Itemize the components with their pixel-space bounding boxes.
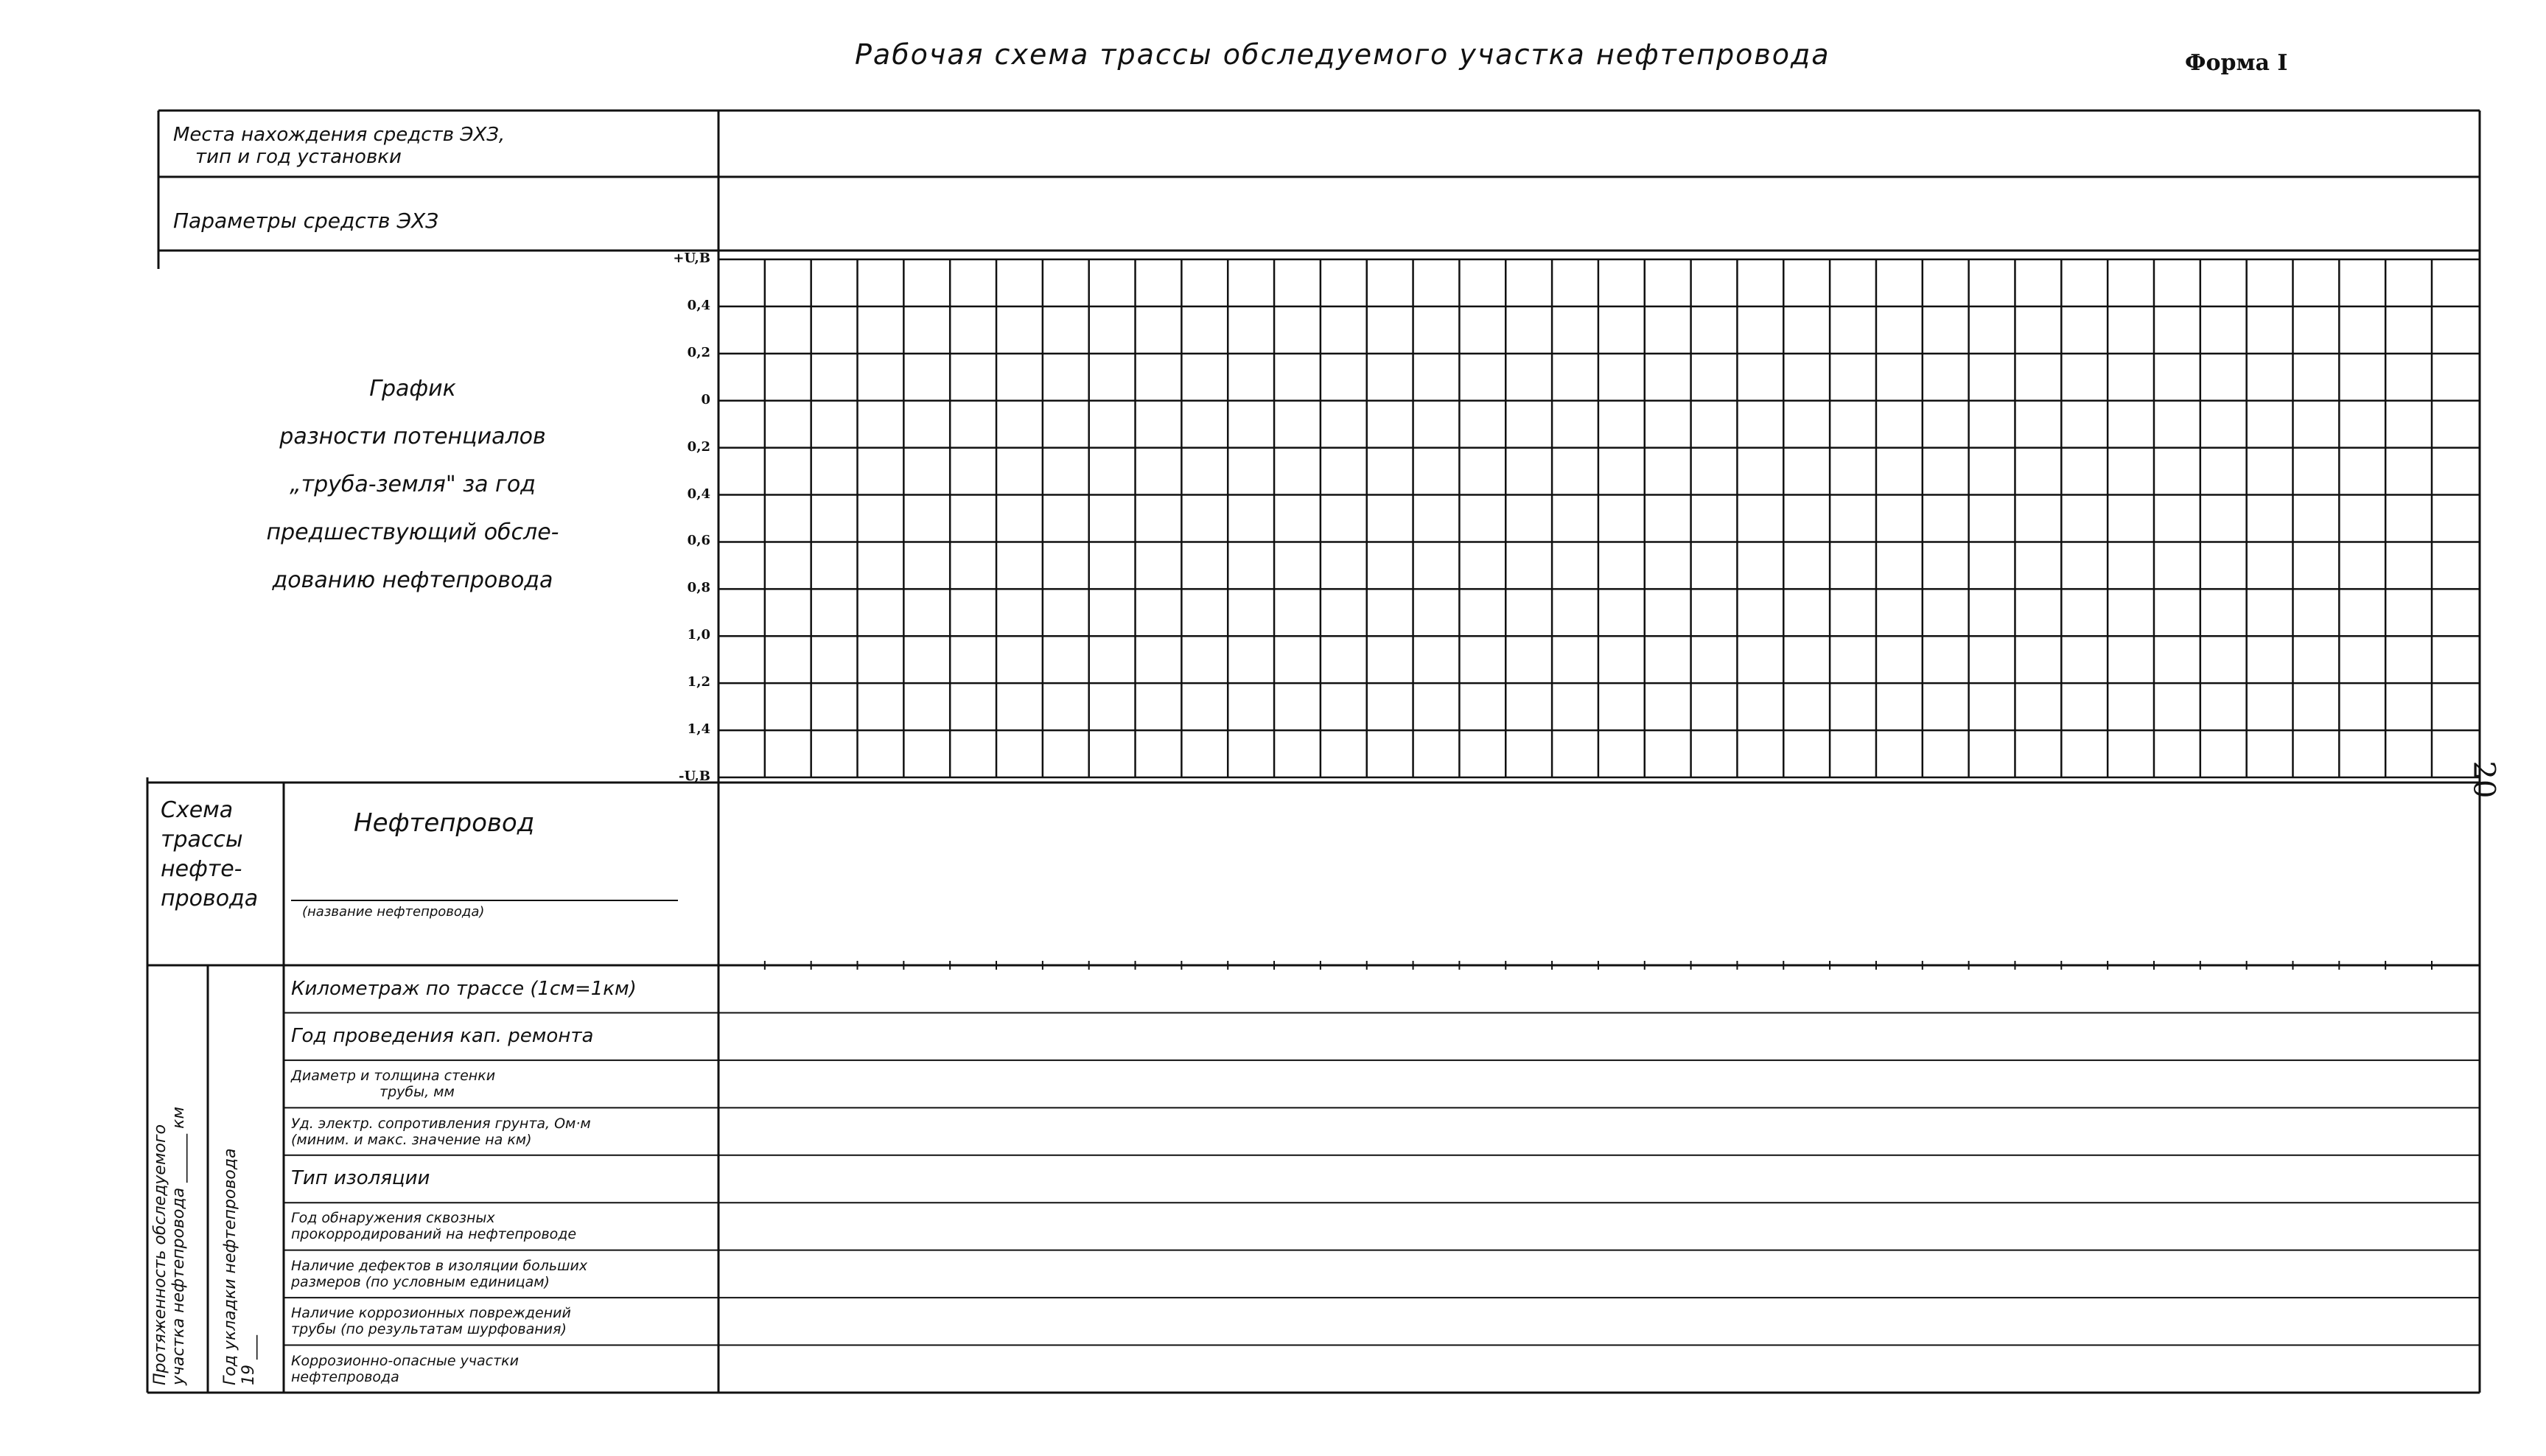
row-label-line: Уд. электр. сопротивления грунта, Ом·м — [291, 1115, 591, 1132]
row-label — [291, 968, 715, 1009]
row-label-line: Коррозионно-опасные участки — [291, 1352, 520, 1369]
chart-caption-line: „труба-земля" за год — [290, 472, 536, 497]
chart-caption-line: График — [369, 376, 456, 402]
ecp-locations-field[interactable] — [722, 118, 2476, 173]
row-label — [291, 1253, 715, 1295]
row-label-line: Год проведения кап. ремонта — [291, 1025, 594, 1048]
y-tick-label: 0,6 — [687, 533, 710, 549]
y-tick-label: +U,B — [673, 251, 710, 266]
row-data-field[interactable] — [722, 1300, 2476, 1343]
chart-caption-line: дованию нефтепровода — [272, 567, 553, 593]
row-label-line: размеров (по условным единицам) — [291, 1273, 550, 1290]
ecp-locations-label: Места нахождения средств ЭХЗ, тип и год установки — [173, 124, 506, 168]
y-tick-label: 0,4 — [687, 297, 710, 313]
row-label — [291, 1015, 715, 1057]
laying-year-label: Год укладки нефтепровода 19 ___ — [221, 1148, 258, 1385]
pipeline-name-hint: (название нефтепровода) — [302, 904, 485, 920]
row-data-field[interactable] — [722, 1348, 2476, 1390]
ecp-parameters-label: Параметры средств ЭХЗ — [173, 209, 439, 233]
row-label-line: нефтепровода — [291, 1368, 399, 1385]
y-tick-label: 1,0 — [687, 627, 710, 643]
row-label-line: трубы, мм — [380, 1084, 455, 1101]
row-data-field[interactable] — [722, 1158, 2476, 1200]
row-data-field[interactable] — [722, 1063, 2476, 1105]
y-tick-label: 1,4 — [687, 721, 710, 738]
row-data-field[interactable] — [722, 967, 2476, 1010]
row-data-field[interactable] — [722, 1110, 2476, 1152]
y-tick-label: 1,2 — [687, 674, 710, 690]
y-tick-label: 0,8 — [687, 580, 710, 596]
pipeline-label: Нефтепровод — [354, 808, 535, 838]
row-label-line: Наличие коррозионных повреждений — [291, 1305, 571, 1322]
row-label — [291, 1348, 715, 1390]
row-data-field[interactable] — [722, 1015, 2476, 1057]
row-label-line: Год обнаружения сквозных — [291, 1210, 495, 1227]
page-number: 20 — [2466, 760, 2501, 799]
row-label — [291, 1110, 715, 1152]
row-label-line: Тип изоляции — [291, 1167, 430, 1190]
row-label — [291, 1205, 715, 1247]
y-tick-label: 0 — [701, 391, 710, 407]
page-title: Рабочая схема трассы обследуемого участка нефтепровода — [855, 38, 1830, 71]
survey-length-label: Протяженность обследуемого участка нефтепровода ______ км — [151, 1106, 188, 1385]
row-label-line: (миним. и макс. значение на км) — [291, 1131, 532, 1148]
ecp-parameters-field[interactable] — [722, 184, 2476, 247]
pipeline-scheme-field[interactable] — [722, 788, 2476, 958]
row-label-line: трубы (по результатам шурфования) — [291, 1321, 567, 1338]
scheme-label: Схема трассы нефте- провода — [161, 797, 259, 911]
y-tick-label: 0,4 — [687, 486, 710, 502]
chart-caption-line: предшествующий обсле- — [266, 519, 559, 545]
row-label-line: Наличие дефектов в изоляции больших — [291, 1257, 588, 1274]
y-tick-label: 0,2 — [687, 344, 710, 360]
row-label-line: Диаметр и толщина стенки — [291, 1068, 496, 1085]
row-label — [291, 1301, 715, 1342]
form-number-label: Форма I — [2185, 50, 2288, 76]
row-label-line: Километраж по трассе (1см=1км) — [291, 977, 637, 1000]
y-tick-label: 0,2 — [687, 438, 710, 455]
row-data-field[interactable] — [722, 1205, 2476, 1247]
chart-caption — [236, 365, 590, 604]
y-tick-label: -U,B — [679, 769, 710, 784]
row-label-line: прокорродирований на нефтепроводе — [291, 1226, 577, 1243]
chart-caption-line: разности потенциалов — [279, 424, 546, 449]
row-label — [291, 1158, 715, 1200]
row-data-field[interactable] — [722, 1253, 2476, 1295]
row-label — [291, 1063, 715, 1105]
